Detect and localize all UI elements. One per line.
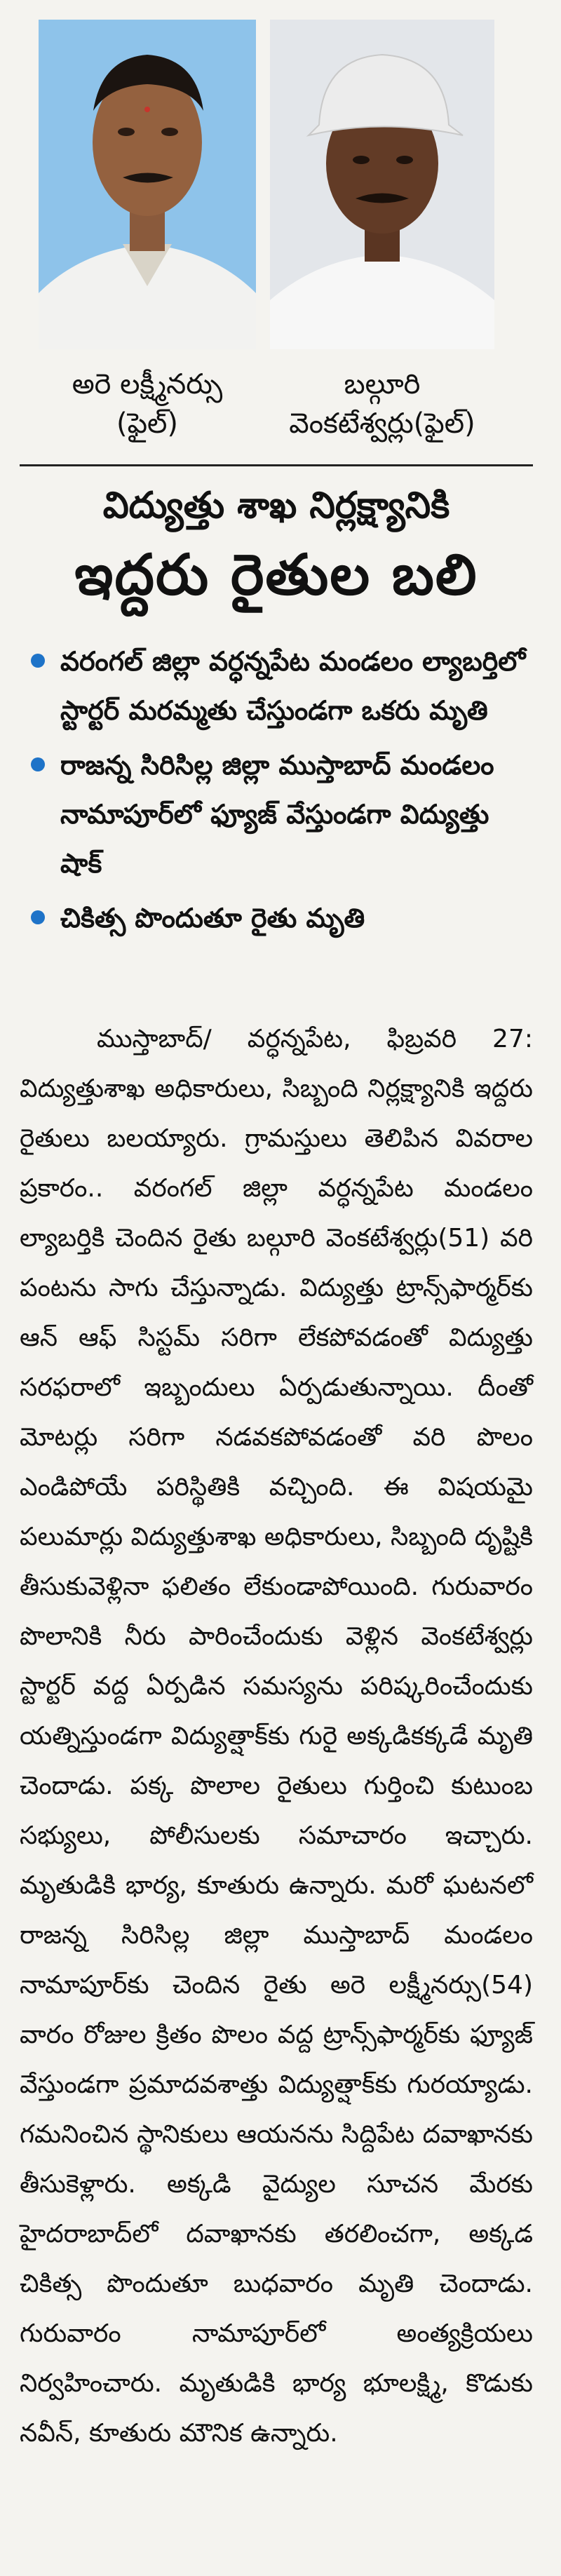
- bullet-dot-icon: [31, 910, 45, 924]
- bullet-dot-icon: [31, 654, 45, 668]
- bullet-text: చికిత్స పొందుతూ రైతు మృతి: [60, 903, 365, 933]
- photo-left: [39, 20, 256, 349]
- photo-right: [270, 20, 494, 349]
- bullet-item: [28, 741, 533, 888]
- caption-left-file: (ఫైల్): [116, 407, 178, 440]
- person-portrait-image: [39, 20, 256, 349]
- headline: ఇద్దరు రైతుల బలి: [74, 542, 478, 607]
- person-with-cap-image: [270, 20, 494, 349]
- divider-top: [20, 464, 533, 466]
- bullet-dot-icon: [31, 757, 45, 771]
- bullet-item: [28, 637, 533, 735]
- bullet-list: [28, 637, 533, 948]
- caption-right-name: బల్గూరి: [344, 368, 421, 400]
- caption-right-file: వెంకటేశ్వర్లు(ఫైల్): [289, 407, 475, 440]
- caption-left-name: అరె లక్ష్మీనర్సు: [72, 368, 223, 400]
- kicker-heading: విద్యుత్తు శాఖ నిర్లక్ష్యానికి: [102, 485, 450, 527]
- bullet-text: రాజన్న సిరిసిల్ల జిల్లా ముస్తాబాద్ మండలం నామాపూర్‌లో ఫ్యూజ్ వేస్తుండగా విద్యుత్తు షాక్: [60, 750, 494, 879]
- caption-left: [39, 365, 256, 443]
- caption-right: [270, 365, 494, 443]
- article-body: ముస్తాబాద్/ వర్ధన్నపేట, ఫిబ్రవరి 27: విద్యుత్తుశాఖ అధికారులు, సిబ్బంది నిర్లక్ష్యానికి ఇద్దరు రైతులు బలయ్యారు. గ్రామస్తులు తెలిపిన వివరాల ప్రకారం.. వరంగల్ జిల్లా వర్ధన్నపేట మండలం ల్యాబర్తికి చెందిన రైతు బల్గూరి వెంకటేశ్వర్లు(51) వరి పంటను సాగు చేస్తున్నాడు. విద్యుత్తు ట్రాన్స్‌ఫార్మర్‌కు ఆన్ ఆఫ్ సిస్టమ్ సరిగా లేకపోవడంతో విద్యుత్తు సరఫరాలో ఇబ్బందులు ఏర్పడుతున్నాయి. దీంతో మోటర్లు సరిగా నడవకపోవడంతో వరి పొలం ఎండిపోయే పరిస్థితికి వచ్చింది. ఈ విషయమై పలుమార్లు విద్యుత్తుశాఖ అధికారులు, సిబ్బంది దృష్టికి తీసుకువెళ్లినా ఫలితం లేకుండాపోయింది. గురువారం పొలానికి నీరు పారించేందుకు వెళ్లిన వెంకటేశ్వర్లు స్టార్టర్ వద్ద ఏర్పడిన సమస్యను పరిష్కరించేందుకు యత్నిస్తుండగా విద్యుత్షాక్‌కు గురై అక్కడికక్కడే మృతి చెందాడు. పక్క పొలాల రైతులు గుర్తించి కుటుంబ సభ్యులు, పోలీసులకు సమాచారం ఇచ్చారు. మృతుడికి భార్య, కూతురు ఉన్నారు. మరో ఘటనలో రాజన్న సిరిసిల్ల జిల్లా ముస్తాబాద్ మండలం నామాపూర్‌కు చెందిన రైతు అరె లక్ష్మీనర్సు(54) వారం రోజుల క్రితం పొలం వద్ద ట్రాన్స్‌ఫార్మర్‌కు ఫ్యూజ్ వేస్తుండగా ప్రమాదవశాత్తు విద్యుత్షాక్‌కు గురయ్యాడు. గమనించిన స్థానికులు ఆయనను సిద్దిపేట దవాఖానకు తీసుకెళ్లారు. అక్కడి వైద్యుల సూచన మేరకు హైదరాబాద్‌లో దవాఖానకు తరలించగా, అక్కడ చికిత్స పొందుతూ బుధవారం మృతి చెందాడు. గురువారం నామాపూర్‌లో అంత్యక్రియలు నిర్వహించారు. మృతుడికి భార్య భూలక్ష్మి, కొడుకు నవీన్, కూతురు మౌనిక ఉన్నారు.: [20, 1025, 533, 2448]
- bullet-item: [28, 893, 533, 943]
- bullet-text: వరంగల్ జిల్లా వర్ధన్నపేట మండలం ల్యాబర్తిలో స్టార్టర్ మరమ్మతు చేస్తుండగా ఒకరు మృతి: [60, 646, 526, 726]
